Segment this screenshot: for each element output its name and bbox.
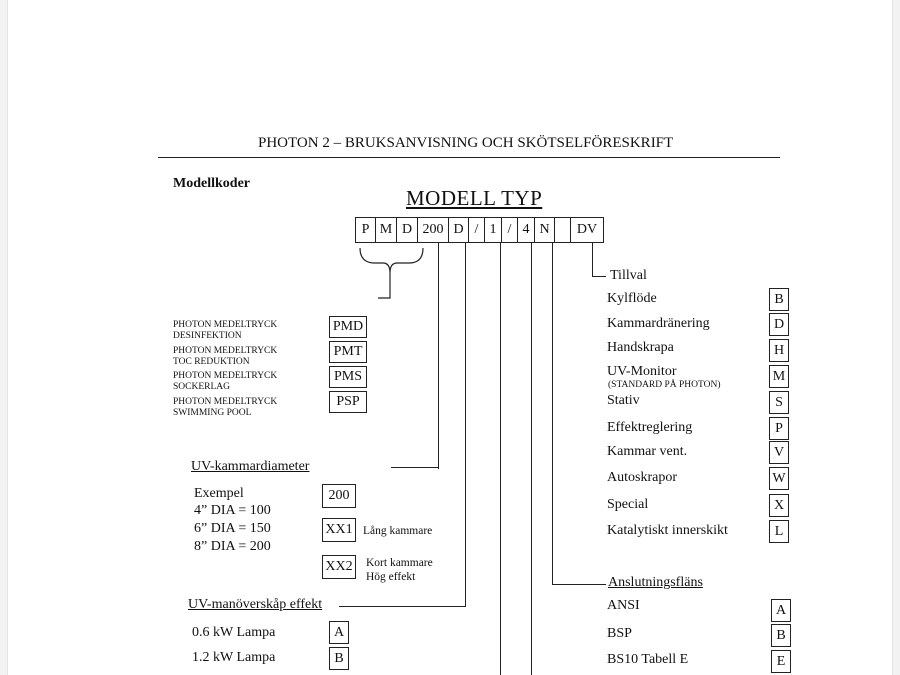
- product-code-box: PSP: [329, 391, 367, 413]
- option-code-box: P: [769, 417, 789, 440]
- option-code-box: D: [769, 313, 789, 336]
- diameter-box: 200: [322, 484, 356, 508]
- connector-power: [465, 243, 466, 607]
- code-box: D: [396, 217, 418, 243]
- connector-power-h: [339, 606, 466, 607]
- options-title: Tillval: [610, 268, 647, 283]
- section-title: Modellkoder: [173, 176, 250, 191]
- option-code-box: X: [769, 494, 789, 517]
- option-note: (STANDARD PÅ PHOTON): [608, 380, 721, 390]
- option-code-box: M: [769, 365, 789, 388]
- option-item: Kylflöde: [607, 291, 657, 306]
- option-item: UV-Monitor: [607, 364, 677, 379]
- diameter-box: XX2: [322, 555, 356, 579]
- product-label: PHOTON MEDELTRYCK SOCKERLAG: [173, 371, 278, 392]
- option-item: Handskrapa: [607, 340, 674, 355]
- flange-title: Anslutningsfläns: [608, 575, 703, 590]
- connector-flange: [552, 243, 553, 585]
- code-box: 1: [484, 217, 502, 243]
- flange-code-box: B: [771, 624, 791, 647]
- product-label: PHOTON MEDELTRYCK TOC REDUKTION: [173, 346, 278, 367]
- connector-v1: [500, 243, 501, 675]
- diameter-line: 6” DIA = 150: [194, 521, 271, 536]
- product-code-box: PMD: [329, 316, 367, 338]
- option-item: Effektreglering: [607, 420, 693, 435]
- code-box: P: [355, 217, 376, 243]
- product-code-box: PMT: [329, 341, 367, 363]
- diameter-line: 8” DIA = 200: [194, 539, 271, 554]
- document-page: [7, 0, 893, 675]
- header-rule: [158, 157, 780, 158]
- flange-item: BSP: [607, 626, 632, 641]
- code-box: N: [534, 217, 555, 243]
- option-item: Autoskrapor: [607, 470, 677, 485]
- diameter-line: 4” DIA = 100: [194, 503, 271, 518]
- product-label: PHOTON MEDELTRYCK SWIMMING POOL: [173, 397, 278, 418]
- code-box: 200: [417, 217, 449, 243]
- flange-item: BS10 Tabell E: [607, 652, 689, 667]
- power-code-box: A: [329, 621, 349, 644]
- connector-flange-h: [552, 584, 606, 585]
- option-code-box: H: [769, 339, 789, 362]
- option-item: Kammardränering: [607, 316, 710, 331]
- flange-item: ANSI: [607, 598, 640, 613]
- option-item: Stativ: [607, 393, 640, 408]
- diameter-example: Exempel: [194, 486, 244, 501]
- model-code-row: [356, 217, 604, 243]
- code-box: DV: [570, 217, 604, 243]
- code-box: /: [501, 217, 518, 243]
- code-box: [554, 217, 571, 243]
- option-item: Katalytiskt innerskikt: [607, 523, 728, 538]
- option-code-box: B: [769, 288, 789, 311]
- product-code-box: PMS: [329, 366, 367, 388]
- code-box: D: [448, 217, 469, 243]
- power-item: 0.6 kW Lampa: [192, 625, 276, 640]
- xx1-note: Lång kammare: [363, 525, 433, 537]
- page-header: PHOTON 2 – BRUKSANVISNING OCH SKÖTSELFÖRESKRIFT: [258, 135, 674, 151]
- power-code-box: B: [329, 647, 349, 670]
- connector-options: [592, 243, 593, 277]
- connector-v2: [531, 243, 532, 675]
- flange-code-box: A: [771, 599, 791, 622]
- option-item: Special: [607, 497, 649, 512]
- connector-diameter: [438, 243, 439, 469]
- brace-connector: [353, 243, 433, 303]
- diameter-box: XX1: [322, 518, 356, 542]
- power-title: UV-manöverskåp effekt: [188, 597, 323, 612]
- connector-options-h: [592, 276, 606, 277]
- code-box: /: [468, 217, 485, 243]
- diameter-title: UV-kammardiameter: [191, 459, 310, 474]
- code-box: 4: [517, 217, 535, 243]
- product-label: PHOTON MEDELTRYCK DESINFEKTION: [173, 320, 278, 341]
- flange-code-box: E: [771, 650, 791, 673]
- xx2-note: Kort kammare Hög effekt: [366, 557, 433, 583]
- option-code-box: V: [769, 441, 789, 464]
- model-type-title: MODELL TYP: [406, 186, 543, 210]
- option-code-box: L: [769, 520, 789, 543]
- code-box: M: [375, 217, 397, 243]
- connector-diameter-h: [391, 467, 439, 468]
- option-code-box: S: [769, 391, 789, 414]
- option-item: Kammar vent.: [607, 444, 688, 459]
- power-item: 1.2 kW Lampa: [192, 650, 276, 665]
- option-code-box: W: [769, 467, 789, 490]
